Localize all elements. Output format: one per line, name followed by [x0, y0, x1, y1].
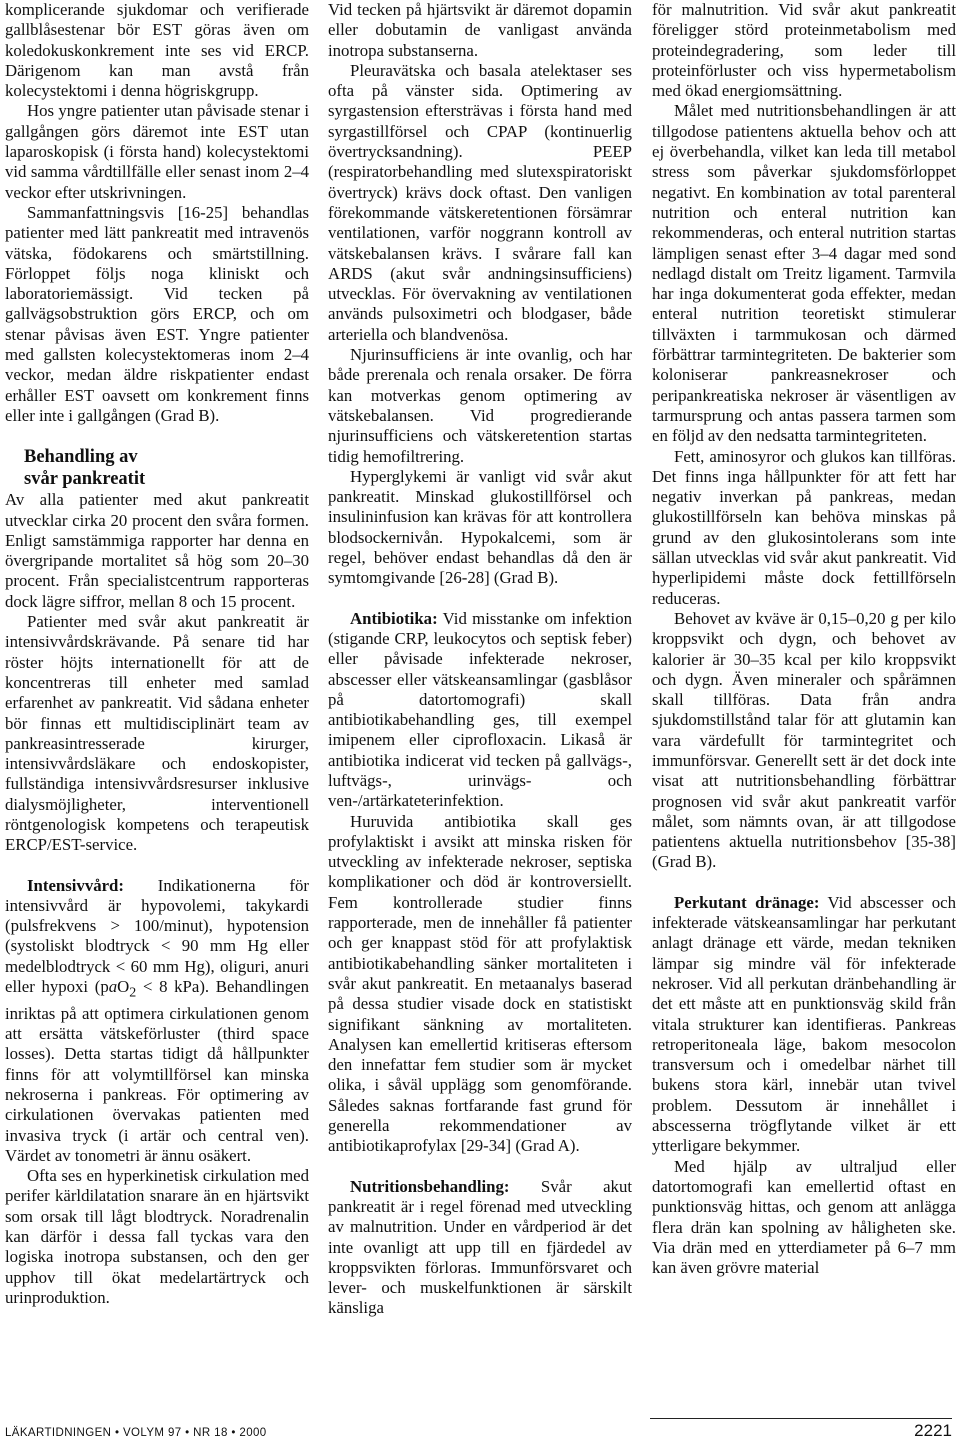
run-in-heading: Perkutant dränage:: [674, 892, 820, 912]
run-in-heading: Antibiotika:: [350, 608, 438, 628]
text-column-2: [328, 0, 632, 1319]
paragraph: Vid tecken på hjärtsvikt är däremot dopamin eller dobutamin de vanligast använda inotropa substanserna.: [328, 0, 632, 60]
paragraph: Fett, aminosyror och glukos kan tillföras. Det finns inga hållpunkter för att fett har negativ inverkan på pankreas, medan glukostillförseln kan behöva minskas på grund av den glukosintolerans som inte sällan utvecklas vid svår akut pankreatit. Vid hyperlipidemi måste dock fettillförseln reduceras.: [652, 446, 956, 608]
paragraph: Ofta ses en hyperkinetisk cirkulation med perifer kärldilatation snarare än en hjärtsvikt som orsak till lågt blodtryck. Noradrenalin kan därför i dessa fall tyckas vara den logiska inotropa substansen, och den ger upphov till ökat medelartärtryck och urinproduktion.: [5, 1166, 309, 1307]
paragraph: komplicerande sjukdomar och verifierade gallblåsestenar bör EST göras även om koledokuskonkrement inte ses vid ERCP. Därigenom kan man avstå från kolecystektomi i denna högriskgrupp.: [5, 0, 309, 101]
section-heading-line: svår pankreatit: [24, 469, 146, 490]
run-in-heading: Nutritionsbehandling:: [350, 1176, 510, 1196]
paragraph-perkutant: Perkutant dränage: Vid abscesser och infekterade vätskeansamlingar har perkutant anlagt dränage ett värde, medan tekniken lämpar sig mindre väl för infekterade nekroser. Vid all perkutan dränbehandling är det ett måste att en punktionsväg skild från vitala strukturer kan identifieras. Pankreas retroperitoneala läge, bakom mesocolon transversum och i omedelbar närhet till bukens stora kärl, innebär utan tvivel problem. Dessutom är innehållet i abscesserna trögflytande vilket är ett ytterligare bekymmer.: [652, 892, 957, 1156]
text-column-3: [652, 0, 956, 1278]
paragraph: för malnutrition. Vid svår akut pankreatit föreligger störd proteinmetabolism med proteindegradering, som leder till proteinförluster och viss hypermetabolism med ökad energiomsättning.: [652, 0, 956, 101]
paragraph: Patienter med svår akut pankreatit är intensivvårdskrävande. På senare tid har röster höjts internationellt för att de koncentreras till enheter med samlad erfarenhet av pankreatit. Vid sådana enheter bör finnas ett multidisciplinärt team av pankreasintresserade kirurger, intensivvårdsläkare och endoskopister, fullständiga intensivvårdsresurser inklusive dialysmöjligheter, interventionell röntgenologisk kompetens och terapeutisk ERCP/EST-service.: [5, 612, 309, 855]
page-number: 2221: [914, 1421, 952, 1440]
page-footer: [5, 1420, 952, 1442]
paragraph: Pleuravätska och basala atelektaser ses ofta på vänster sida. Optimering av syrgastension eftersträvas i första hand med syrgastillförsel och CPAP (kontinuerlig övertrycksandning). PEEP (respiratorbehandling med slutexspiratoriskt övertryck) krävs dock oftast. Den vanligen förekommande vätskeretentionen försämrar ventilationen, varför noggrann kontroll av vätskebalansen krävs. I svårare fall kan ARDS (akut svår andningsinsufficiens) utvecklas. För övervakning av ventilationen används pulsoximetri och blodgaser, både arteriella och blandvenösa.: [328, 60, 632, 344]
paragraph: Huruvida antibiotika skall ges profylaktiskt i avsikt att minska risken för utveckling av infekterade nekroser, septiska komplikationer och död är kontroversiellt. Fem kontrollerade studier finns rapporterade, men de innehåller få patienter och ger knappast stöd för att profylaktisk antibiotikabehandling sänker mortaliteten i svår akut pankreatit. En metaanalys baserad på dessa studier visade dock en statistiskt signifikant sänkning av mortaliteten. Analysen kan emellertid kritiseras eftersom den innefattar fem studier som är mycket olika, i såväl upplägg som genomförande. Således saknas fortfarande fast grund för generella rekommendationer av antibiotikaprofylax [29-34] (Grad A).: [328, 811, 632, 1156]
paragraph-intensivvard: Intensivvård: Indikationerna för intensivvård är hypovolemi, takykardi (pulsfrekvens > 100/minut), hypotension (systoliskt blodtryck < 90 mm Hg eller medelblodtryck < 60 mm Hg), oliguri, anuri eller hypoxi (paO$_2$ < 8 kPa). Behandlingen inriktas på att optimera cirkulationen genom att ersätta vätskeförluster (third space losses). Detta startas tidigt då hållpunkter finns för att volymtillförsel kan minska nekroserna i pankreas. För optimering av cirkulationen övervakas patienten med invasiva tryck (i artär och central ven). Värdet av tonometri är ännu osäkert.: [5, 875, 309, 1165]
paragraph: Njurinsufficiens är inte ovanlig, och har både prerenala och renala orsaker. De förra kan motverkas genom optimering av vätskebalansen. Vid progredierande njurinsufficiens och vätskeretention startas tidig hemofiltrering.: [328, 345, 632, 466]
section-heading: [24, 446, 309, 490]
paragraph: Behovet av kväve är 0,15–0,20 g per kilo kroppsvikt och dygn, och behovet av kalorier är 30–35 kcal per kilo kroppsvikt och dygn. Även mineraler och spårämnen skall tillföras. Data från andra sjukdomstillstånd talar för att glutamin kan vara värdefullt för tarmintegritet och immunförsvar. Generellt sett är det dock inte visat att nutritionsbehandling förbättrar prognosen vid svår akut pankreatit varför målet, som nämnts ovan, är att tillgodose patientens aktuella nutritionsbehov [35-38] (Grad B).: [652, 608, 956, 872]
run-in-heading: Intensivvård:: [27, 875, 124, 895]
paragraph: Hyperglykemi är vanligt vid svår akut pankreatit. Minskad glukostillförsel och insulininfusion kan krävas för att kontrollera blodsockernivån. Hypokalcemi, som är regel, behöver endast behandlas då den är symtomgivande [26-28] (Grad B).: [328, 466, 632, 588]
paragraph: Målet med nutritionsbehandlingen är att tillgodose patientens aktuella behov och att ej överbehandla, vilket kan leda till metabol stress som påverkar sjukdomsförloppet negativt. En kombination av total parenteral nutrition och enteral nutrition kan rekommenderas, och enteral nutrition startas lämpligen senast efter 3–4 dagar med sond nedlagd distalt om Treitz ligament. Tarmvila har inga dokumenterat goda effekter, medan enteral nutrition teoretiskt stimulerar tillväxten i tarmmukosan och därmed förbättrar tarmintegriteten. De bakterier som koloniserar pankreasnekroser och peripankreatiska nekroser är väsentligen av tarmursprung och antas passera tarmen som en följd av den nedsatta tarmintegriteten.: [652, 101, 956, 446]
section-heading-line: Behandling av: [24, 447, 138, 468]
paragraph-antibiotika: Antibiotika: Vid misstanke om infektion (stigande CRP, leukocytos och septisk feber) eller påvisade infekterade nekroser, abscesser eller vätskeansamlingar (gasblåsor på datortomografi) skall antibiotikabehandling ges, till exempel imipenem eller ciprofloxacin. Likaså är antibiotika indicerat vid tecken på gallvägs-, luftvägs-, urinvägs- och ven-/artärkateterinfektion.: [328, 608, 632, 811]
paragraph: Med hjälp av ultraljud eller datortomografi kan emellertid oftast en punktionsväg hittas, och genom att anlägga flera drän kan spolning av håligheten ske. Via drän med en ytterdiameter på 6–7 mm kan även grövre material: [652, 1156, 956, 1278]
paragraph: Av alla patienter med akut pankreatit utvecklar cirka 20 procent den svåra formen. Enligt samstämmiga rapporter har denna en övergripande mortalitet så hög som 20–30 procent. Från specialistcentrum rapporteras dock lägre siffror, mellan 8 och 15 procent.: [5, 490, 309, 611]
text-column-1: [5, 0, 309, 1308]
paragraph: Sammanfattningsvis [16-25] behandlas patienter med lätt pankreatit med intravenös vätska, födokarens och smärtstillning. Förloppet följs noga kliniskt och laboratoriemässigt. Vid tecken på gallvägsobstruktion görs ERCP, och om stenar påvisas även EST. Yngre patienter med gallsten kolecystektomeras inom 2–4 veckor, medan äldre riskpatienter endast erhåller EST oavsett om konkrement finns eller inte i gallgången (Grad B).: [5, 202, 309, 425]
paragraph: Hos yngre patienter utan påvisade stenar i gallgången görs däremot inte EST utan laparoskopisk (i första hand) kolecystektomi vid samma vårdtillfälle eller senast inom 2–4 veckor efter utskrivningen.: [5, 101, 309, 202]
paragraph-nutrition: Nutritionsbehandling: Svår akut pankreatit är i regel förenad med utveckling av malnutrition. Under en vårdperiod är det inte ovanligt att upp till en fjärdedel av kroppsvikten förloras. Immunförsvaret och lever- och muskelfunktionen är särskilt känsliga: [328, 1176, 632, 1318]
footer-rule: [650, 1418, 952, 1419]
journal-name: LÄKARTIDNINGEN • VOLYM 97 • NR 18 • 2000: [5, 1427, 267, 1439]
